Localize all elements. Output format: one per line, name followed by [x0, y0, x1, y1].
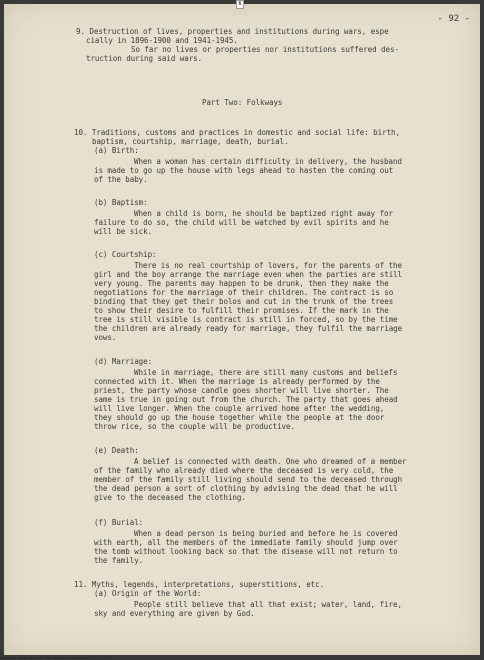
text-line: throw rice, so the couple will be productive. — [94, 422, 295, 431]
text-line: the family. — [94, 556, 144, 565]
text-line: the tomb without looking back so that the disease will not return to — [94, 547, 398, 556]
text-line: tree is still visible is contract is still in forced, so by the time — [94, 315, 398, 324]
text-line: When a woman has certain difficulty in delivery, the husband — [134, 157, 402, 166]
text-line: When a dead person is being buried and before he is covered — [134, 529, 398, 538]
text-line: truction during said wars. — [86, 54, 203, 63]
text-line: (f) Burial: — [94, 518, 144, 527]
text-line: sky and everything are given by God. — [94, 609, 255, 618]
text-line: to show their desire to fulfill their promises. If the mark in the — [94, 306, 389, 315]
text-line: same is true in going out from the church. The party that goes ahead — [94, 395, 398, 404]
text-line: failure to do so, the child will be watched by evil spirits and he — [94, 218, 389, 227]
text-line: with earth, all the members of the immediate family should jump over — [94, 538, 398, 547]
text-line: vows. — [94, 333, 117, 342]
text-line: While in marriage, there are still many customs and beliefs — [134, 368, 398, 377]
text-line: (e) Death: — [94, 446, 139, 455]
page-marker: 6 — [236, 0, 244, 9]
text-line: give to the deceased the clothing. — [94, 493, 246, 502]
text-line: will live longer. When the couple arrived home after the wedding, — [94, 404, 385, 413]
text-line: (b) Baptism: — [94, 198, 148, 207]
text-line: the dead person a sort of clothing by advising the dead that he will — [94, 484, 398, 493]
text-line: of the family who already died where the deceased is very cold, the — [94, 466, 394, 475]
text-line: When a child is born, he should be baptized right away for — [134, 209, 393, 218]
text-line: binding that they get their bolos and cut in the trunk of the trees — [94, 297, 394, 306]
text-line: connected with it. When the marriage is already performed by the — [94, 377, 380, 386]
text-line: is made to go up the house with legs ahead to hasten the coming out — [94, 166, 394, 175]
document-page — [4, 4, 480, 655]
text-line: priest, the party whose candle goes shorter will live shorter. The — [94, 386, 389, 395]
text-line: of the baby. — [94, 175, 148, 184]
text-line: (d) Marriage: — [94, 357, 153, 366]
text-line: There is no real courtship of lovers, for the parents of the — [134, 261, 402, 270]
footer-text: Historical Data Papers of the Philippines Batangas OCR/CSV/TXT — [0, 656, 113, 660]
text-line: Part Two: Folkways — [202, 98, 283, 107]
text-line: (a) Origin of the World: — [94, 589, 202, 598]
text-line: So far no lives or properties nor institutions suffered des- — [131, 45, 399, 54]
text-line: 10. Traditions, customs and practices in domestic and social life: birth, — [74, 128, 400, 137]
text-line: 9. Destruction of lives, properties and institutions during wars, espe — [76, 27, 389, 36]
text-line: cially in 1896-1900 and 1941-1945. — [86, 36, 238, 45]
text-line: (a) Birth: — [94, 146, 139, 155]
text-line: they should go up the house together while the people at the door — [94, 413, 385, 422]
text-line: baptism, courtship, marriage, death, burial. — [92, 137, 289, 146]
text-line: will be sick. — [94, 227, 153, 236]
text-line: the children are already ready for marriage, they fulfil the marriage — [94, 324, 403, 333]
text-line: People still believe that all that exist; water, land, fire, — [134, 600, 402, 609]
text-line: girl and the boy arrange the marriage even when the parties are still — [94, 270, 403, 279]
text-line: 11. Myths, legends, interpretations, superstitions, etc. — [74, 580, 325, 589]
page-number: - 92 - — [437, 14, 470, 24]
text-line: (c) Courtship: — [94, 250, 157, 259]
text-line: negotiations for the marriage of their children. The contract is so — [94, 288, 394, 297]
text-line: member of the family still living should send to the deceased through — [94, 475, 403, 484]
text-line: A belief is connected with death. One who dreamed of a member — [134, 457, 407, 466]
text-line: very young. The parents may happen to be drunk, then they make the — [94, 279, 389, 288]
